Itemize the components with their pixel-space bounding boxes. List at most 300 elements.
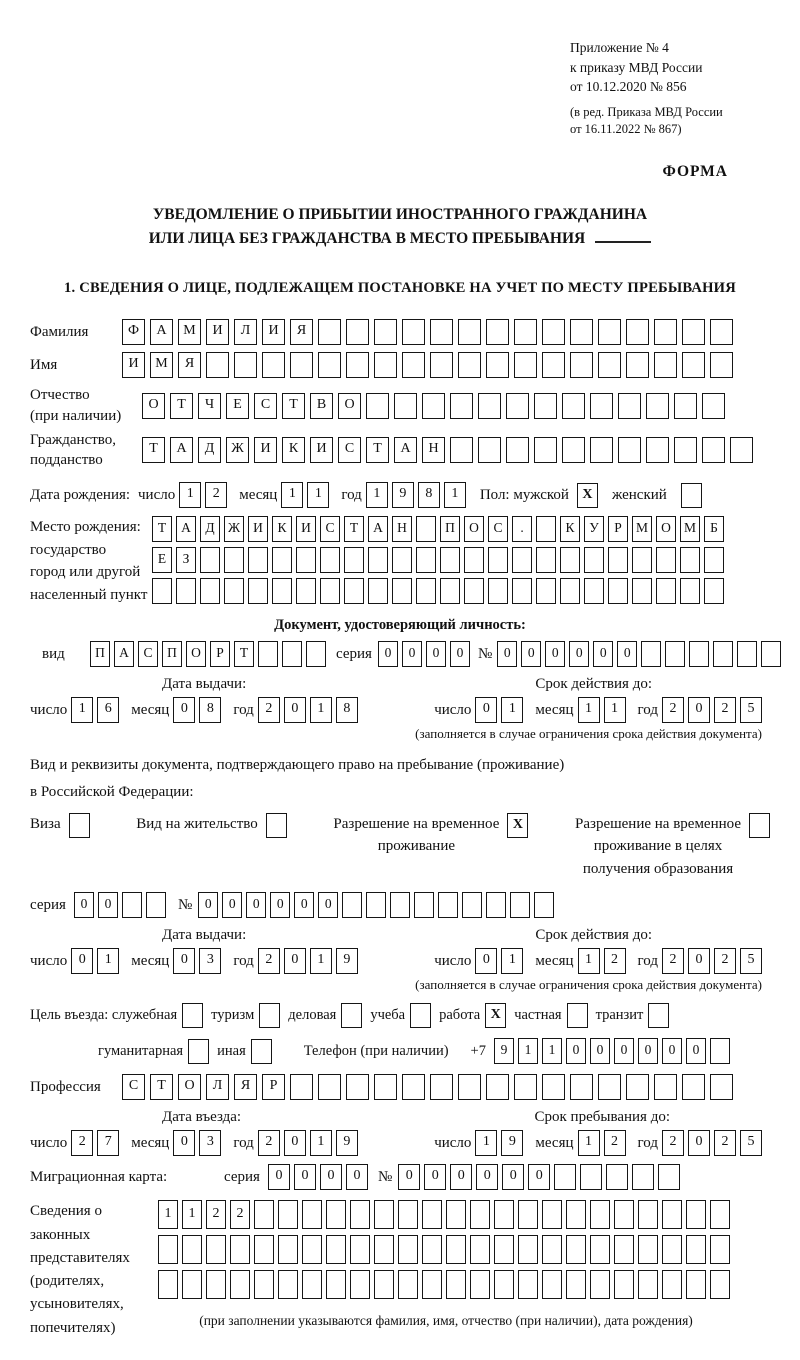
form-cell[interactable]: А [170, 437, 193, 463]
form-cell[interactable]: А [176, 516, 196, 542]
purpose-business-checkbox[interactable] [341, 1003, 362, 1028]
form-cell[interactable] [296, 547, 316, 573]
form-cell[interactable] [590, 1235, 610, 1264]
form-cell[interactable]: 0 [74, 892, 94, 918]
form-cell[interactable] [518, 1200, 538, 1229]
form-cell[interactable] [682, 319, 705, 345]
form-cell[interactable]: 1 [158, 1200, 178, 1229]
form-cell[interactable] [206, 1235, 226, 1264]
form-cell[interactable] [674, 393, 697, 419]
form-cell[interactable] [704, 547, 724, 573]
form-cell[interactable]: 0 [545, 641, 565, 667]
form-cell[interactable] [542, 1200, 562, 1229]
form-cell[interactable]: Д [200, 516, 220, 542]
form-cell[interactable] [416, 516, 436, 542]
form-cell[interactable] [682, 352, 705, 378]
form-cell[interactable]: 0 [688, 697, 710, 723]
form-cell[interactable]: И [310, 437, 333, 463]
form-cell[interactable]: 0 [688, 1130, 710, 1156]
form-cell[interactable]: 5 [740, 697, 762, 723]
form-cell[interactable]: С [138, 641, 158, 667]
form-cell[interactable]: 1 [179, 482, 201, 508]
form-cell[interactable] [416, 547, 436, 573]
form-cell[interactable]: 9 [336, 948, 358, 974]
form-cell[interactable] [626, 352, 649, 378]
form-cell[interactable] [626, 319, 649, 345]
form-cell[interactable]: С [338, 437, 361, 463]
form-cell[interactable] [374, 352, 397, 378]
form-cell[interactable]: 0 [284, 1130, 306, 1156]
form-cell[interactable] [506, 437, 529, 463]
form-cell[interactable] [350, 1235, 370, 1264]
form-cell[interactable]: 2 [714, 948, 736, 974]
form-cell[interactable]: И [262, 319, 285, 345]
form-cell[interactable] [430, 1074, 453, 1100]
form-cell[interactable]: Ж [224, 516, 244, 542]
form-cell[interactable] [440, 547, 460, 573]
form-cell[interactable] [146, 892, 166, 918]
form-cell[interactable] [632, 578, 652, 604]
form-cell[interactable] [296, 578, 316, 604]
form-cell[interactable]: О [656, 516, 676, 542]
form-cell[interactable]: 1 [310, 1130, 332, 1156]
form-cell[interactable] [590, 393, 613, 419]
form-cell[interactable] [560, 547, 580, 573]
form-cell[interactable]: 0 [593, 641, 613, 667]
form-cell[interactable] [344, 578, 364, 604]
form-cell[interactable]: Т [344, 516, 364, 542]
form-cell[interactable] [494, 1200, 514, 1229]
form-cell[interactable]: А [150, 319, 173, 345]
form-cell[interactable] [512, 547, 532, 573]
form-cell[interactable] [680, 547, 700, 573]
form-cell[interactable] [761, 641, 781, 667]
purpose-work-checkbox[interactable]: X [485, 1003, 506, 1028]
form-cell[interactable] [662, 1270, 682, 1299]
form-cell[interactable] [580, 1164, 602, 1190]
form-cell[interactable] [584, 578, 604, 604]
form-cell[interactable]: 1 [501, 697, 523, 723]
form-cell[interactable]: 0 [198, 892, 218, 918]
form-cell[interactable] [392, 547, 412, 573]
form-cell[interactable]: 0 [450, 1164, 472, 1190]
temp-residence-checkbox[interactable]: X [507, 813, 528, 838]
form-cell[interactable] [470, 1270, 490, 1299]
form-cell[interactable]: 0 [590, 1038, 610, 1064]
form-cell[interactable] [318, 1074, 341, 1100]
form-cell[interactable] [554, 1164, 576, 1190]
form-cell[interactable]: 2 [662, 697, 684, 723]
form-cell[interactable]: 0 [378, 641, 398, 667]
form-cell[interactable]: Р [262, 1074, 285, 1100]
form-cell[interactable] [590, 1200, 610, 1229]
form-cell[interactable] [342, 892, 362, 918]
form-cell[interactable] [662, 1200, 682, 1229]
form-cell[interactable] [350, 1270, 370, 1299]
form-cell[interactable] [710, 1038, 730, 1064]
form-cell[interactable]: Р [210, 641, 230, 667]
form-cell[interactable] [512, 578, 532, 604]
form-cell[interactable]: 0 [173, 1130, 195, 1156]
form-cell[interactable]: 1 [310, 697, 332, 723]
form-cell[interactable] [158, 1235, 178, 1264]
form-cell[interactable] [686, 1200, 706, 1229]
form-cell[interactable] [486, 319, 509, 345]
form-cell[interactable]: А [114, 641, 134, 667]
form-cell[interactable] [394, 393, 417, 419]
form-cell[interactable] [486, 1074, 509, 1100]
form-cell[interactable]: И [248, 516, 268, 542]
form-cell[interactable]: О [142, 393, 165, 419]
form-cell[interactable]: 8 [336, 697, 358, 723]
form-cell[interactable]: 1 [501, 948, 523, 974]
form-cell[interactable] [224, 547, 244, 573]
form-cell[interactable]: Т [234, 641, 254, 667]
form-cell[interactable]: 9 [494, 1038, 514, 1064]
form-cell[interactable]: И [206, 319, 229, 345]
form-cell[interactable] [248, 547, 268, 573]
form-cell[interactable] [506, 393, 529, 419]
form-cell[interactable] [368, 578, 388, 604]
form-cell[interactable] [614, 1270, 634, 1299]
form-cell[interactable]: 2 [258, 948, 280, 974]
form-cell[interactable]: 1 [366, 482, 388, 508]
sex-female-checkbox[interactable] [681, 483, 702, 508]
form-cell[interactable] [262, 352, 285, 378]
form-cell[interactable] [230, 1270, 250, 1299]
form-cell[interactable]: 2 [604, 948, 626, 974]
form-cell[interactable]: О [338, 393, 361, 419]
form-cell[interactable] [206, 1270, 226, 1299]
form-cell[interactable] [534, 393, 557, 419]
form-cell[interactable]: 1 [444, 482, 466, 508]
form-cell[interactable] [713, 641, 733, 667]
form-cell[interactable]: 0 [71, 948, 93, 974]
form-cell[interactable] [176, 578, 196, 604]
form-cell[interactable] [598, 319, 621, 345]
form-cell[interactable] [632, 547, 652, 573]
form-cell[interactable] [626, 1074, 649, 1100]
form-cell[interactable] [638, 1200, 658, 1229]
form-cell[interactable] [536, 516, 556, 542]
form-cell[interactable]: Л [234, 319, 257, 345]
form-cell[interactable] [278, 1270, 298, 1299]
form-cell[interactable] [278, 1235, 298, 1264]
form-cell[interactable]: 0 [346, 1164, 368, 1190]
form-cell[interactable] [290, 352, 313, 378]
form-cell[interactable] [590, 1270, 610, 1299]
form-cell[interactable] [374, 1200, 394, 1229]
form-cell[interactable]: П [162, 641, 182, 667]
form-cell[interactable] [606, 1164, 628, 1190]
form-cell[interactable]: 0 [662, 1038, 682, 1064]
form-cell[interactable]: Ч [198, 393, 221, 419]
form-cell[interactable] [254, 1235, 274, 1264]
form-cell[interactable] [158, 1270, 178, 1299]
form-cell[interactable]: 2 [714, 1130, 736, 1156]
form-cell[interactable] [398, 1200, 418, 1229]
form-cell[interactable] [689, 641, 709, 667]
form-cell[interactable] [350, 1200, 370, 1229]
form-cell[interactable]: 0 [173, 948, 195, 974]
form-cell[interactable]: 0 [284, 948, 306, 974]
form-cell[interactable]: 1 [518, 1038, 538, 1064]
form-cell[interactable]: Б [704, 516, 724, 542]
form-cell[interactable] [326, 1270, 346, 1299]
form-cell[interactable]: 0 [521, 641, 541, 667]
form-cell[interactable] [494, 1235, 514, 1264]
form-cell[interactable] [536, 547, 556, 573]
form-cell[interactable] [462, 892, 482, 918]
form-cell[interactable] [374, 1074, 397, 1100]
form-cell[interactable]: 2 [604, 1130, 626, 1156]
purpose-humanitarian-checkbox[interactable] [188, 1039, 209, 1064]
form-cell[interactable] [658, 1164, 680, 1190]
form-cell[interactable] [290, 1074, 313, 1100]
form-cell[interactable] [656, 547, 676, 573]
form-cell[interactable]: Я [178, 352, 201, 378]
purpose-study-checkbox[interactable] [410, 1003, 431, 1028]
form-cell[interactable]: 0 [173, 697, 195, 723]
purpose-other-checkbox[interactable] [251, 1039, 272, 1064]
form-cell[interactable] [200, 547, 220, 573]
form-cell[interactable] [662, 1235, 682, 1264]
form-cell[interactable]: 0 [450, 641, 470, 667]
form-cell[interactable]: 0 [569, 641, 589, 667]
form-cell[interactable] [374, 319, 397, 345]
form-cell[interactable] [562, 393, 585, 419]
form-cell[interactable] [536, 578, 556, 604]
form-cell[interactable]: 1 [578, 948, 600, 974]
form-cell[interactable] [702, 437, 725, 463]
form-cell[interactable] [710, 319, 733, 345]
form-cell[interactable]: М [150, 352, 173, 378]
form-cell[interactable] [318, 319, 341, 345]
form-cell[interactable]: М [632, 516, 652, 542]
form-cell[interactable] [566, 1200, 586, 1229]
form-cell[interactable] [390, 892, 410, 918]
form-cell[interactable]: 1 [578, 697, 600, 723]
form-cell[interactable]: С [122, 1074, 145, 1100]
form-cell[interactable]: 2 [206, 1200, 226, 1229]
form-cell[interactable] [422, 1235, 442, 1264]
form-cell[interactable] [570, 1074, 593, 1100]
form-cell[interactable] [272, 578, 292, 604]
form-cell[interactable] [368, 547, 388, 573]
form-cell[interactable]: 8 [418, 482, 440, 508]
form-cell[interactable] [682, 1074, 705, 1100]
form-cell[interactable] [326, 1200, 346, 1229]
sex-male-checkbox[interactable]: X [577, 483, 598, 508]
form-cell[interactable]: С [254, 393, 277, 419]
form-cell[interactable]: 0 [475, 697, 497, 723]
form-cell[interactable]: 5 [740, 1130, 762, 1156]
form-cell[interactable]: 0 [424, 1164, 446, 1190]
form-cell[interactable] [486, 892, 506, 918]
form-cell[interactable]: 3 [199, 1130, 221, 1156]
form-cell[interactable] [618, 437, 641, 463]
form-cell[interactable] [638, 1270, 658, 1299]
form-cell[interactable]: 1 [307, 482, 329, 508]
form-cell[interactable] [366, 393, 389, 419]
form-cell[interactable]: 1 [71, 697, 93, 723]
form-cell[interactable] [608, 547, 628, 573]
form-cell[interactable]: Ж [226, 437, 249, 463]
form-cell[interactable]: У [584, 516, 604, 542]
form-cell[interactable] [248, 578, 268, 604]
form-cell[interactable] [702, 393, 725, 419]
form-cell[interactable] [704, 578, 724, 604]
form-cell[interactable] [542, 1235, 562, 1264]
form-cell[interactable] [618, 393, 641, 419]
form-cell[interactable] [646, 393, 669, 419]
form-cell[interactable]: 2 [71, 1130, 93, 1156]
form-cell[interactable] [486, 352, 509, 378]
form-cell[interactable]: 2 [714, 697, 736, 723]
form-cell[interactable] [402, 1074, 425, 1100]
form-cell[interactable]: 2 [205, 482, 227, 508]
form-cell[interactable]: К [282, 437, 305, 463]
form-cell[interactable]: Т [366, 437, 389, 463]
form-cell[interactable] [478, 437, 501, 463]
form-cell[interactable] [598, 352, 621, 378]
purpose-official-checkbox[interactable] [182, 1003, 203, 1028]
form-cell[interactable] [584, 547, 604, 573]
form-cell[interactable] [374, 1235, 394, 1264]
form-cell[interactable] [152, 578, 172, 604]
form-cell[interactable] [422, 1200, 442, 1229]
form-cell[interactable]: И [296, 516, 316, 542]
form-cell[interactable] [510, 892, 530, 918]
form-cell[interactable] [458, 352, 481, 378]
form-cell[interactable]: 0 [614, 1038, 634, 1064]
form-cell[interactable] [422, 1270, 442, 1299]
form-cell[interactable]: С [320, 516, 340, 542]
temp-residence-education-checkbox[interactable] [749, 813, 770, 838]
form-cell[interactable]: Т [282, 393, 305, 419]
form-cell[interactable]: 8 [199, 697, 221, 723]
form-cell[interactable] [542, 352, 565, 378]
form-cell[interactable] [598, 1074, 621, 1100]
form-cell[interactable]: Е [152, 547, 172, 573]
form-cell[interactable] [122, 892, 142, 918]
form-cell[interactable]: 3 [199, 948, 221, 974]
form-cell[interactable] [366, 892, 386, 918]
form-cell[interactable] [446, 1200, 466, 1229]
form-cell[interactable] [254, 1270, 274, 1299]
form-cell[interactable]: 0 [497, 641, 517, 667]
form-cell[interactable]: 1 [604, 697, 626, 723]
form-cell[interactable] [654, 319, 677, 345]
form-cell[interactable] [570, 319, 593, 345]
form-cell[interactable]: 0 [98, 892, 118, 918]
form-cell[interactable] [478, 393, 501, 419]
form-cell[interactable] [450, 393, 473, 419]
form-cell[interactable] [641, 641, 661, 667]
form-cell[interactable] [302, 1235, 322, 1264]
form-cell[interactable]: 0 [246, 892, 266, 918]
form-cell[interactable]: 0 [268, 1164, 290, 1190]
purpose-tourism-checkbox[interactable] [259, 1003, 280, 1028]
form-cell[interactable] [414, 892, 434, 918]
form-cell[interactable]: А [394, 437, 417, 463]
residence-permit-checkbox[interactable] [266, 813, 287, 838]
form-cell[interactable] [344, 547, 364, 573]
form-cell[interactable]: С [488, 516, 508, 542]
form-cell[interactable] [570, 352, 593, 378]
form-cell[interactable] [318, 352, 341, 378]
visa-checkbox[interactable] [69, 813, 90, 838]
form-cell[interactable]: О [186, 641, 206, 667]
form-cell[interactable]: 0 [402, 641, 422, 667]
form-cell[interactable] [686, 1270, 706, 1299]
form-cell[interactable] [302, 1200, 322, 1229]
form-cell[interactable] [258, 641, 278, 667]
form-cell[interactable]: Т [142, 437, 165, 463]
form-cell[interactable] [560, 578, 580, 604]
form-cell[interactable]: Т [150, 1074, 173, 1100]
form-cell[interactable]: 9 [336, 1130, 358, 1156]
form-cell[interactable]: О [464, 516, 484, 542]
form-cell[interactable]: 0 [398, 1164, 420, 1190]
form-cell[interactable]: 2 [662, 948, 684, 974]
form-cell[interactable] [402, 352, 425, 378]
form-cell[interactable] [182, 1235, 202, 1264]
form-cell[interactable] [346, 352, 369, 378]
form-cell[interactable]: 0 [294, 1164, 316, 1190]
form-cell[interactable]: Я [290, 319, 313, 345]
form-cell[interactable]: Т [152, 516, 172, 542]
form-cell[interactable] [446, 1270, 466, 1299]
form-cell[interactable]: А [368, 516, 388, 542]
form-cell[interactable] [230, 1235, 250, 1264]
form-cell[interactable]: 1 [97, 948, 119, 974]
form-cell[interactable] [542, 319, 565, 345]
form-cell[interactable]: П [90, 641, 110, 667]
form-cell[interactable] [608, 578, 628, 604]
form-cell[interactable]: 0 [475, 948, 497, 974]
form-cell[interactable] [730, 437, 753, 463]
form-cell[interactable] [470, 1235, 490, 1264]
form-cell[interactable] [710, 1200, 730, 1229]
form-cell[interactable] [514, 1074, 537, 1100]
form-cell[interactable]: И [122, 352, 145, 378]
form-cell[interactable] [534, 437, 557, 463]
form-cell[interactable]: Л [206, 1074, 229, 1100]
form-cell[interactable] [446, 1235, 466, 1264]
form-cell[interactable] [440, 578, 460, 604]
form-cell[interactable] [654, 352, 677, 378]
form-cell[interactable] [458, 319, 481, 345]
form-cell[interactable] [737, 641, 757, 667]
form-cell[interactable] [590, 437, 613, 463]
form-cell[interactable]: О [178, 1074, 201, 1100]
form-cell[interactable] [562, 437, 585, 463]
form-cell[interactable]: И [254, 437, 277, 463]
form-cell[interactable] [206, 352, 229, 378]
form-cell[interactable]: 0 [426, 641, 446, 667]
form-cell[interactable] [518, 1235, 538, 1264]
form-cell[interactable] [686, 1235, 706, 1264]
form-cell[interactable]: П [440, 516, 460, 542]
form-cell[interactable]: 0 [528, 1164, 550, 1190]
form-cell[interactable] [464, 547, 484, 573]
form-cell[interactable]: Д [198, 437, 221, 463]
form-cell[interactable] [374, 1270, 394, 1299]
form-cell[interactable] [710, 1270, 730, 1299]
form-cell[interactable] [182, 1270, 202, 1299]
form-cell[interactable]: 2 [258, 1130, 280, 1156]
